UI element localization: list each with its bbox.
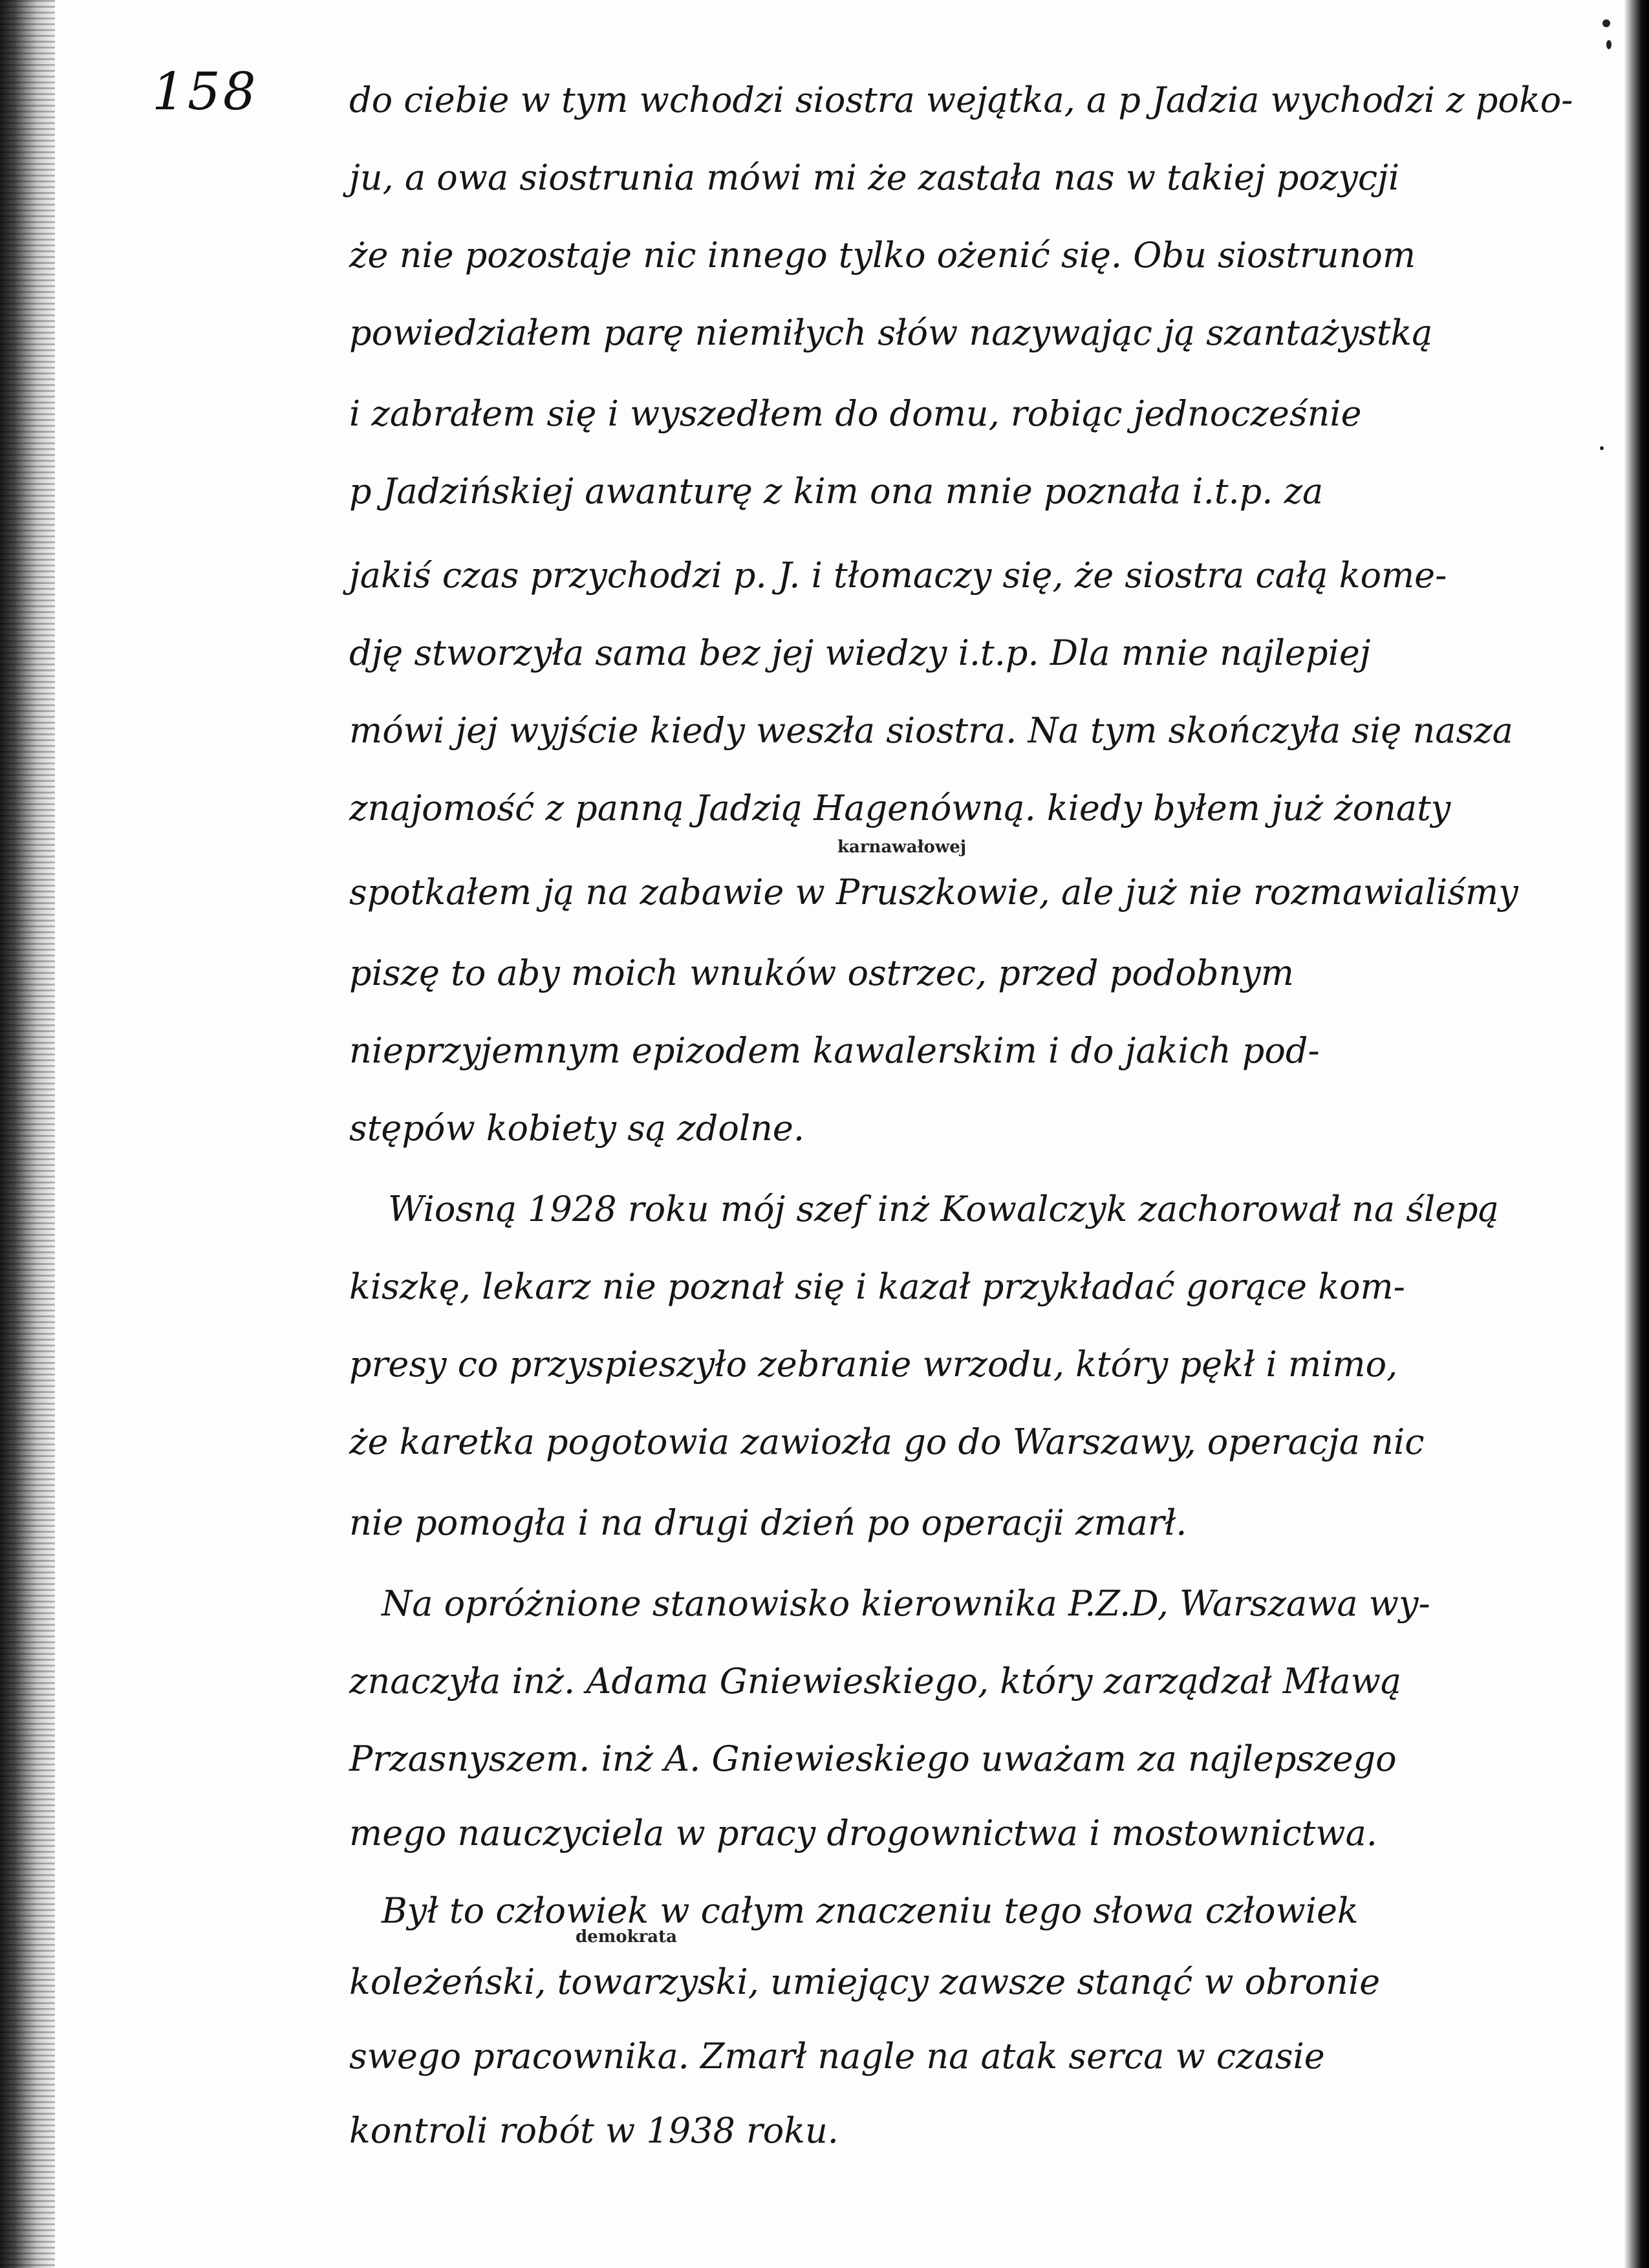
text-line-2: ju, a owa siostrunia mówi mi że zastała nas w takiej pozycji [349,157,1400,198]
text-line-26: swego pracownika. Zmarł nagle na atak serca w czasie [349,2036,1325,2077]
text-line-12: piszę to aby moich wnuków ostrzec, przed podobnym [349,953,1294,993]
text-line-24: Był to człowiek w całym znaczeniu tego słowa człowiek [382,1890,1359,1931]
page-number: 158 [152,61,259,122]
text-line-17: presy co przyspieszyło zebranie wrzodu, który pękł i mimo, [349,1344,1398,1385]
text-line-8: dję stworzyła sama bez jej wiedzy i.t.p. Dla mnie najlepiej [349,632,1371,673]
text-line-7: jakiś czas przychodzi p. J. i tłomaczy się, że siostra całą kome- [349,555,1447,596]
text-line-13: nieprzyjemnym epizodem kawalerskim i do jakich pod- [349,1030,1320,1071]
text-line-21: znaczyła inż. Adama Gniewieskiego, który zarządzał Mławą [349,1661,1402,1701]
text-line-4: powiedziałem parę niemiłych słów nazywając ją szantażystką [349,312,1433,353]
text-line-10: znajomość z panną Jadzią Hagenówną. kiedy byłem już żonaty [349,788,1451,828]
text-line-20: Na opróżnione stanowisko kierownika P.Z.D, Warszawa wy- [382,1583,1430,1624]
text-line-25: koleżeński, towarzyski, umiejący zawsze stanąć w obronie [349,1961,1381,2002]
insertion-demokrata: demokrata [576,1927,677,1947]
text-line-18: że karetka pogotowia zawiozła go do Warszawy, operacja nic [349,1421,1425,1462]
text-line-6: p Jadzińskiej awanturę z kim ona mnie poznała i.t.p. za [349,471,1324,512]
text-line-1: do ciebie w tym wchodzi siostra wejątka, a p Jadzia wychodzi z poko- [349,80,1573,120]
text-line-5: i zabrałem się i wyszedłem do domu, robiąc jednocześnie [349,393,1362,434]
text-line-19: nie pomogła i na drugi dzień po operacji zmarł. [349,1502,1187,1543]
insertion-karnawalowej: karnawałowej [837,837,967,857]
text-line-14: stępów kobiety są zdolne. [349,1108,805,1149]
binding-edge-left [0,0,55,2268]
text-line-3: że nie pozostaje nic innego tylko ożenić się. Obu siostrunom [349,235,1416,275]
text-line-23: mego nauczyciela w pracy drogownictwa i mostownictwa. [349,1813,1377,1853]
text-line-27: kontroli robót w 1938 roku. [349,2110,839,2151]
text-line-15: Wiosną 1928 roku mój szef inż Kowalczyk zachorował na ślepą [388,1189,1499,1229]
text-line-22: Przasnyszem. inż A. Gniewieskiego uważam za najlepszego [349,1738,1397,1779]
text-line-16: kiszkę, lekarz nie poznał się i kazał przykładać gorące kom- [349,1266,1405,1307]
text-line-11: spotkałem ją na zabawie w Pruszkowie, ale już nie rozmawialiśmy [349,872,1518,913]
text-line-9: mówi jej wyjście kiedy weszła siostra. Na tym skończyła się nasza [349,710,1513,751]
